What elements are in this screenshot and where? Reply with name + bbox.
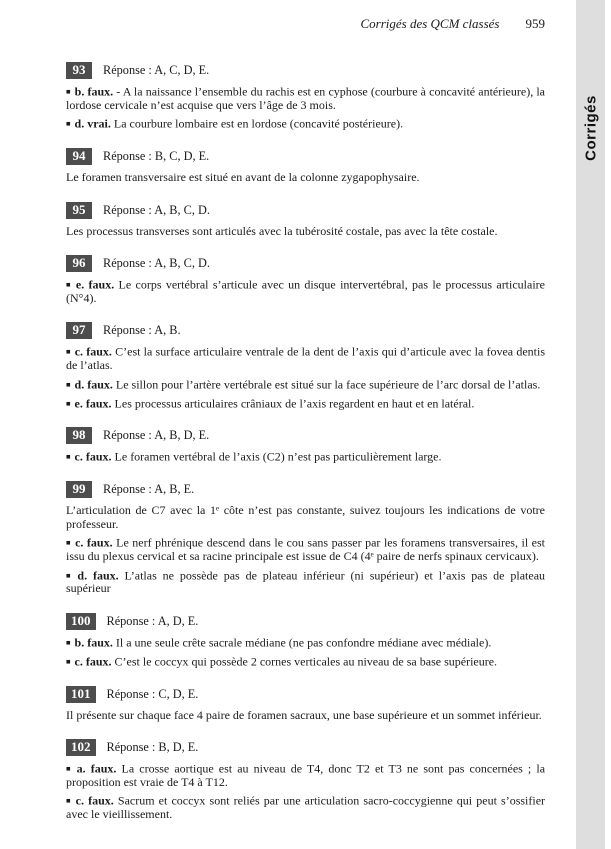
- item-text: Le foramen vertébral de l’axis (C2) n’est pas particulièrement large.: [111, 449, 442, 464]
- qcm-answer-block: [66, 322, 545, 410]
- block-head: [66, 62, 545, 80]
- response-text: Réponse : B, D, E.: [106, 740, 199, 755]
- page-header: [66, 16, 545, 32]
- question-number-badge: 97: [66, 322, 92, 339]
- block-head: [66, 202, 545, 220]
- block-head: [66, 322, 545, 340]
- response-text: Réponse : A, C, D, E.: [103, 63, 210, 77]
- explanation-bullet: [66, 278, 545, 305]
- square-bullet-icon: ■: [66, 452, 71, 462]
- page-number: 959: [525, 16, 545, 31]
- qcm-answer-block: [66, 481, 545, 595]
- item-verdict: d. vrai.: [74, 116, 111, 131]
- item-text: Sacrum et coccyx sont reliés par une articulation sacro-coccygienne qui peut s’ossifier avec le vieillissement.: [66, 793, 546, 822]
- item-verdict: e. faux.: [74, 396, 112, 411]
- square-bullet-icon: ■: [66, 347, 71, 357]
- qcm-answer-block: [66, 202, 545, 238]
- explanation-bullet: [66, 794, 545, 821]
- question-number-badge: 101: [66, 686, 96, 703]
- question-number-badge: 102: [66, 739, 96, 756]
- block-head: [66, 255, 545, 273]
- response-text: Réponse : A, D, E.: [106, 613, 199, 628]
- square-bullet-icon: ■: [66, 538, 72, 548]
- item-text: Le sillon pour l’artère vertébrale est situé sur la face supérieure de l’arc dorsal de l’atlas.: [112, 377, 541, 392]
- qcm-answer-block: [66, 739, 545, 822]
- item-verdict: d. faux.: [77, 568, 119, 582]
- chapter-tab-label: Corrigés: [582, 95, 599, 161]
- qcm-answer-block: [66, 613, 545, 669]
- explanation-bullet: [66, 636, 545, 650]
- question-number-badge: 100: [66, 613, 96, 630]
- square-bullet-icon: ■: [66, 87, 71, 96]
- question-number-badge: 93: [66, 62, 92, 79]
- explanation-bullet: [66, 536, 545, 563]
- block-head: [66, 427, 545, 445]
- explanation-text: [66, 709, 545, 722]
- item-text: Le foramen transversaire est situé en avant de la colonne zygapophysaire.: [66, 170, 420, 185]
- running-title: Corrigés des QCM classés: [360, 16, 500, 31]
- explanation-bullet: [66, 345, 545, 372]
- response-text: Réponse : A, B, C, D.: [103, 202, 210, 217]
- explanation-text: [66, 171, 545, 184]
- item-text: Il a une seule crête sacrale médiane (ne pas confondre médiane avec médiale).: [112, 635, 492, 650]
- square-bullet-icon: ■: [66, 119, 71, 129]
- item-verdict: c. faux.: [75, 793, 114, 808]
- item-text: Le corps vertébral s’articule avec un disque intervertébral, pas le processus articulaire (N°4).: [66, 277, 545, 305]
- block-head: [66, 613, 545, 631]
- explanation-bullet: [66, 655, 545, 669]
- explanation-bullet: [66, 762, 545, 789]
- explanation-bullet: [66, 450, 545, 464]
- chapter-thumb-tab: [576, 0, 605, 849]
- question-number-badge: 94: [66, 148, 92, 165]
- response-text: Réponse : C, D, E.: [106, 686, 199, 701]
- response-text: Réponse : A, B, D, E.: [103, 428, 210, 443]
- item-verdict: c. faux.: [74, 344, 112, 359]
- item-text: Le nerf phrénique descend dans le cou sans passer par les foramens transversaires, il est issu du plexus cervical et sa racine principale est issue de C4 (4ᵉ paire de nerfs spinaux cervicaux).: [66, 535, 546, 564]
- answers-column: [66, 62, 545, 822]
- response-text: Réponse : A, B.: [103, 323, 181, 338]
- square-bullet-icon: ■: [66, 570, 74, 580]
- explanation-bullet: [66, 569, 545, 596]
- block-head: [66, 739, 545, 757]
- explanation-text: [66, 225, 545, 238]
- block-head: [66, 686, 545, 704]
- response-text: Réponse : A, B, C, D.: [103, 256, 210, 271]
- square-bullet-icon: ■: [66, 398, 71, 408]
- square-bullet-icon: ■: [66, 796, 72, 806]
- item-text: La crosse aortique est au niveau de T4, donc T2 et T3 ne sont pas concernées ; la proposition est vraie de T4 à T12.: [66, 761, 546, 789]
- square-bullet-icon: ■: [66, 656, 71, 666]
- item-text: - A la naissance l’ensemble du rachis est en cyphose (courbure à concavité antérieure), la lordose cervicale n’est acquise que vers l’âge de 3 mois.: [66, 84, 545, 112]
- question-number-badge: 95: [66, 202, 92, 219]
- item-verdict: b. faux.: [74, 84, 114, 99]
- item-text: C’est la surface articulaire ventrale de la dent de l’axis qui d’articule avec la fovea dentis de l’atlas.: [66, 344, 545, 373]
- explanation-bullet: [66, 397, 545, 411]
- qcm-answer-block: [66, 62, 545, 131]
- response-text: Réponse : B, C, D, E.: [103, 149, 210, 164]
- item-verdict: c. faux.: [75, 535, 113, 550]
- item-verdict: d. faux.: [74, 377, 113, 392]
- question-number-badge: 98: [66, 427, 92, 444]
- explanation-text: [66, 504, 545, 531]
- square-bullet-icon: ■: [66, 637, 71, 647]
- square-bullet-icon: ■: [66, 379, 71, 389]
- item-verdict: e. faux.: [75, 277, 115, 292]
- question-number-badge: 96: [66, 255, 92, 272]
- item-verdict: c. faux.: [74, 654, 112, 669]
- qcm-answer-block: [66, 686, 545, 722]
- qcm-answer-block: [66, 427, 545, 464]
- block-head: [66, 148, 545, 166]
- item-verdict: c. faux.: [74, 449, 112, 464]
- item-text: L’atlas ne possède pas de plateau inférieur (ni supérieur) et l’axis pas de plateau supérieur: [66, 568, 546, 596]
- item-text: L’articulation de C7 avec la 1ᵉ côte n’est pas constante, suivez toujours les indications de votre professeur.: [66, 503, 545, 531]
- explanation-bullet: [66, 117, 545, 131]
- item-text: Les processus transverses sont articulés avec la tubérosité costale, pas avec la tête costale.: [66, 223, 498, 238]
- qcm-answer-block: [66, 148, 545, 184]
- item-text: La courbure lombaire est en lordose (concavité postérieure).: [110, 116, 404, 131]
- block-head: [66, 481, 545, 499]
- response-text: Réponse : A, B, E.: [103, 482, 195, 497]
- square-bullet-icon: ■: [66, 764, 73, 774]
- square-bullet-icon: ■: [66, 280, 72, 290]
- explanation-bullet: [66, 378, 545, 392]
- explanation-bullet: [66, 85, 545, 112]
- item-verdict: b. faux.: [74, 635, 113, 650]
- item-text: Il présente sur chaque face 4 paire de foramen sacraux, une base supérieure et un sommet inférieur.: [66, 707, 542, 722]
- question-number-badge: 99: [66, 481, 92, 498]
- item-verdict: a. faux.: [76, 761, 117, 776]
- item-text: Les processus articulaires crâniaux de l’axis regardent en haut et en latéral.: [111, 396, 475, 411]
- qcm-answer-block: [66, 255, 545, 305]
- item-text: C’est le coccyx qui possède 2 cornes verticales au niveau de sa base supérieure.: [111, 654, 498, 669]
